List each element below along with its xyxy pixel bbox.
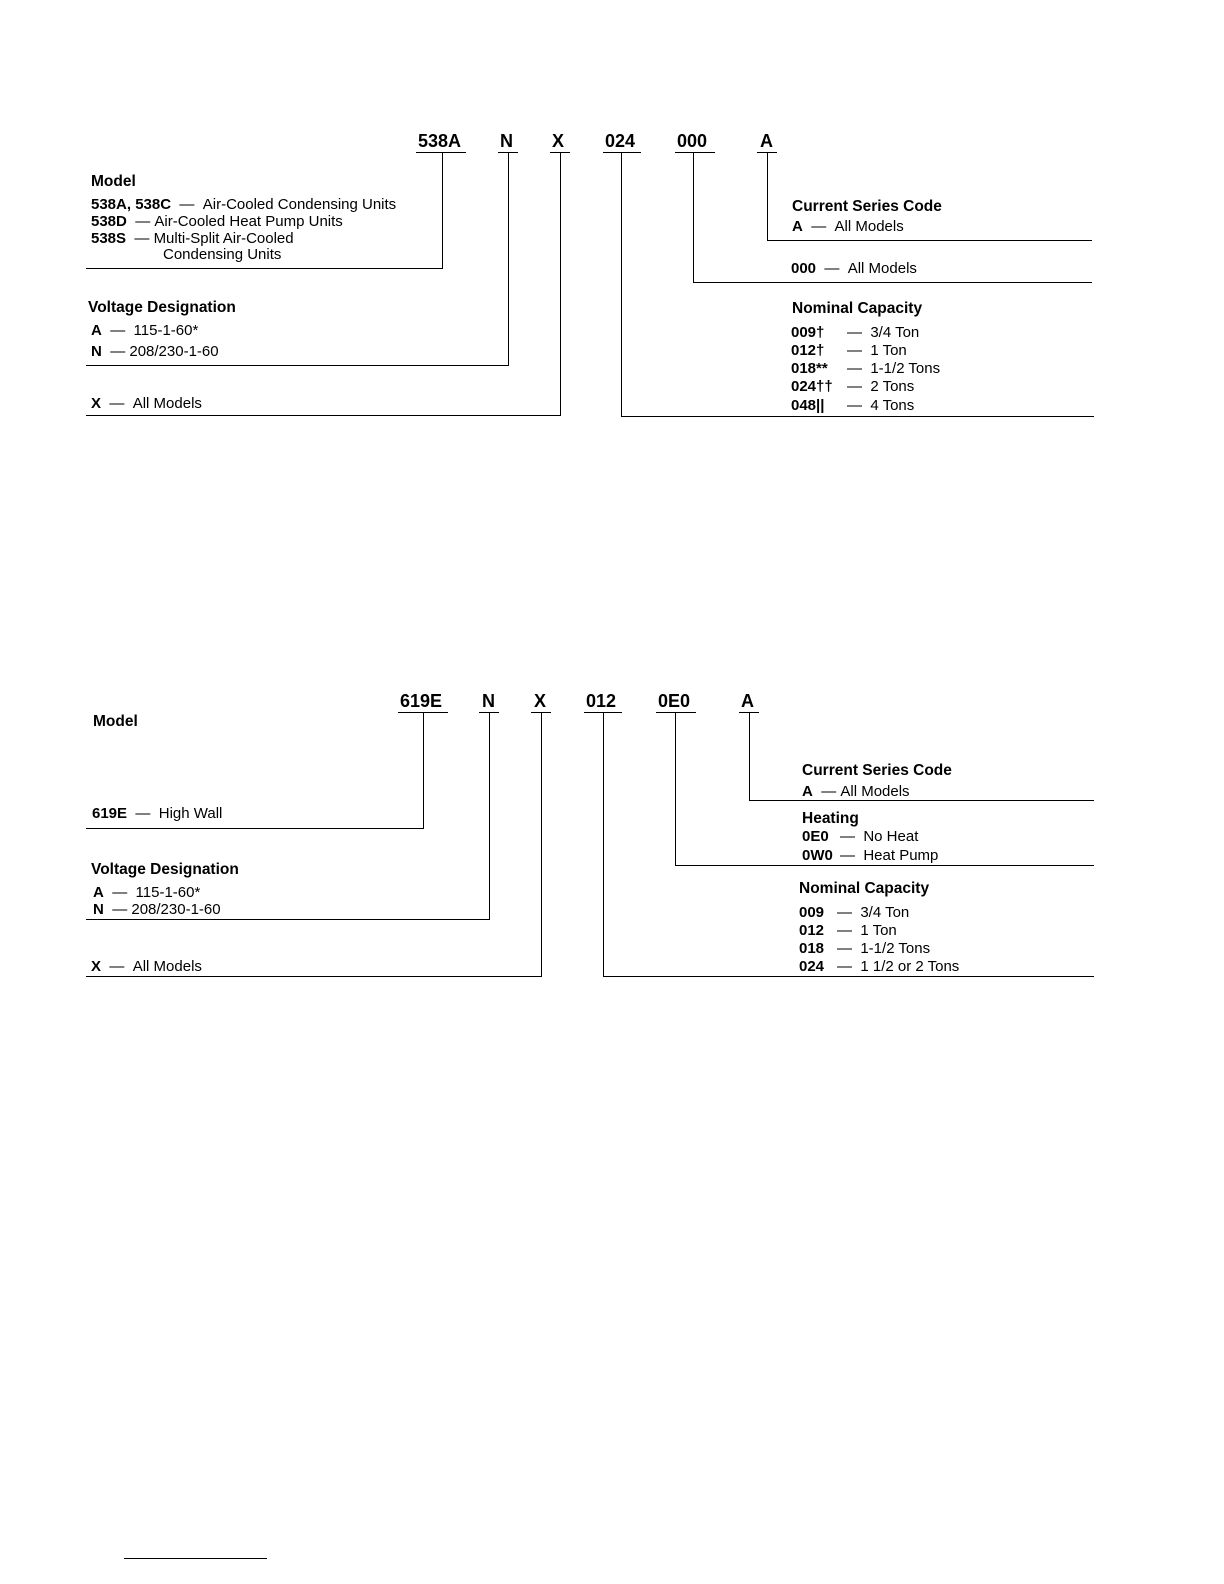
leader-line-capacity [603,712,604,976]
leader-base-capacity [603,976,1094,977]
leader-base-x [86,976,542,977]
leader-line-x [560,152,561,415]
code-segment-voltage: N [482,691,495,711]
leader-line-series [749,712,750,800]
leader-base-heating [675,865,1094,866]
voltage-heading: Voltage Designation [88,299,236,316]
leader-line-heating [675,712,676,865]
code-segment-model: 538A [418,131,462,151]
capacity-line: 018 — 1-1/2 Tons [799,940,931,957]
heating-heading: Heating [802,810,859,827]
model-line: 538D — Air-Cooled Heat Pump Units [91,213,343,230]
voltage-heading: Voltage Designation [91,861,239,878]
leader-line-voltage [508,152,509,366]
heating-line: 0E0 — No Heat [802,828,919,845]
model-heading: Model [93,713,138,730]
capacity-line: 012† — 1 Ton [791,342,907,359]
voltage-line: A — 115-1-60* [93,884,201,901]
heating-line: 0W0 — Heat Pump [802,847,939,864]
leader-base-series [767,240,1092,241]
leader-line-voltage [489,712,490,919]
code-underline [603,152,641,153]
capacity-line: 009 — 3/4 Ton [799,904,910,921]
code-segment-model: 619E [400,691,443,711]
capacity-line: 009† — 3/4 Ton [791,324,920,341]
code-underline [416,152,466,153]
leader-base-voltage [86,919,490,920]
model-line: Condensing Units [163,246,282,263]
capacity-line: 024†† — 2 Tons [791,378,915,395]
leader-line-model [442,152,443,268]
model-line: 538A, 538C — Air-Cooled Condensing Units [91,196,397,213]
voltage-line: N — 208/230-1-60 [93,901,221,918]
series-line: A — All Models [802,783,910,800]
series-heading: Current Series Code [802,762,952,779]
voltage-line: N — 208/230-1-60 [91,343,219,360]
capacity-line: 048|| — 4 Tons [791,397,915,414]
leader-base-x [86,415,561,416]
model-line: 619E — High Wall [92,805,223,822]
code-segment-voltage: N [500,131,513,151]
leader-line-model [423,712,424,828]
series-line: A — All Models [792,218,904,235]
leader-line-series [767,152,768,240]
model-heading: Model [91,173,136,190]
leader-base-model [86,268,443,269]
code-underline [656,712,696,713]
code-segment-series: A [760,131,773,151]
leader-base-options [693,282,1092,283]
code-segment-x: X [534,691,547,711]
code-underline [675,152,715,153]
model-line: 538S — Multi-Split Air-Cooled [91,230,294,247]
leader-line-capacity [621,152,622,416]
capacity-heading: Nominal Capacity [792,300,923,317]
code-segment-series: A [741,691,754,711]
x-designation-line: X — All Models [91,958,202,975]
code-segment-heating: 0E0 [658,691,691,711]
capacity-line: 012 — 1 Ton [799,922,897,939]
voltage-line: A — 115-1-60* [91,322,199,339]
leader-base-capacity [621,416,1094,417]
code-segment-x: X [552,131,565,151]
footnote-separator-rule [124,1558,267,1559]
code-segment-capacity: 012 [586,691,617,711]
leader-base-model [86,828,424,829]
capacity-line: 024 — 1 1/2 or 2 Tons [799,958,960,975]
leader-line-x [541,712,542,976]
leader-line-options [693,152,694,282]
capacity-line: 018** — 1-1/2 Tons [791,360,941,377]
leader-base-voltage [86,365,509,366]
series-heading: Current Series Code [792,198,942,215]
code-segment-options: 000 [677,131,708,151]
code-segment-capacity: 024 [605,131,636,151]
leader-base-series [749,800,1094,801]
capacity-heading: Nominal Capacity [799,880,930,897]
x-designation-line: X — All Models [91,395,202,412]
options-line: 000 — All Models [791,260,917,277]
